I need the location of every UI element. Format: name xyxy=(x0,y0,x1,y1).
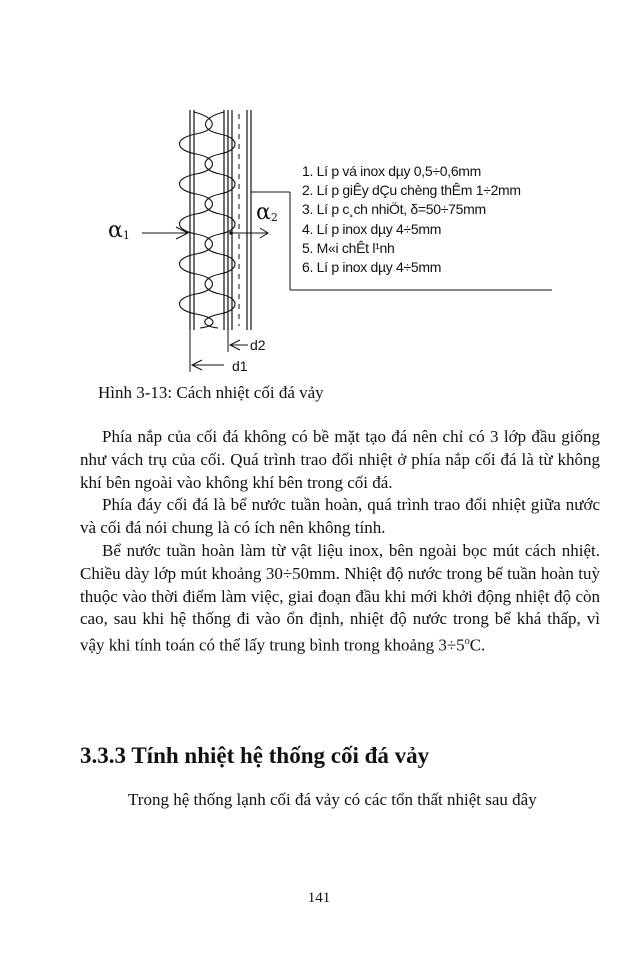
body-text xyxy=(80,426,600,658)
legend-item: 5. M«i chÊt l¹nh xyxy=(302,239,395,256)
layer-legend xyxy=(302,162,521,277)
legend-item: 1. Lí p vá inox dµy 0,5÷0,6mm xyxy=(302,163,482,179)
legend-item: 6. Lí p inox dµy 4÷5mm xyxy=(302,259,442,276)
paragraph: Bể nước tuần hoàn làm từ vật liệu inox, bên ngoài bọc mút cách nhiệt. Chiều dày lớp mút khoảng 30÷50mm. Nhiệt độ nước trong bể tuần hoàn tuỳ thuộc vào thời điểm làm việc, giai đoạn đầu khi mới khởi động nhiệt độ còn cao, sau khi hệ thống đi vào ổn định, nhiệt độ nước trong bể khá thấp, vì vậy khi tính toán có thể lấy trung bình trong khoảng $3\div 5^oC$. xyxy=(80,540,600,655)
alpha2-label: $\alpha_2$ xyxy=(256,200,278,225)
alpha1-label: $\alpha_1$ xyxy=(108,218,130,243)
legend-item: 2. Lí p giÊy dÇu chèng thÊm 1÷2mm xyxy=(302,182,521,199)
insulation-wave-left xyxy=(180,112,214,328)
insulation-figure xyxy=(90,100,570,385)
legend-item: 4. Lí p inox dµy 4÷5mm xyxy=(302,220,442,237)
d2-label: d2 xyxy=(250,337,266,353)
d1-label: d1 xyxy=(232,358,248,374)
paragraph: Phía đáy cối đá là bể nước tuần hoàn, quá trình trao đổi nhiệt giữa nước và cối đá nói chung là có ích nên không tính. xyxy=(80,495,600,538)
page-number: 141 xyxy=(307,890,331,906)
paragraph: Phía nắp của cối đá không có bề mặt tạo đá nên chỉ có 3 lớp đầu giống như vách trụ của cối. Quá trình trao đổi nhiệt ở phía nắp cối đá là từ không khí bên ngoài vào không khí bên trong cối đá. xyxy=(80,427,600,492)
figure-caption: Hình 3-13: Cách nhiệt cối đá vảy xyxy=(98,383,324,402)
insulation-wave-right xyxy=(205,112,235,328)
section-paragraph: Trong hệ thống lạnh cối đá vảy có các tổn thất nhiệt sau đây xyxy=(128,790,537,809)
legend-item: 3. Lí p c¸ch nhiÖt, δ=50÷75mm xyxy=(302,201,486,218)
section-heading: 3.3.3 Tính nhiệt hệ thống cối đá vảy xyxy=(80,743,430,768)
